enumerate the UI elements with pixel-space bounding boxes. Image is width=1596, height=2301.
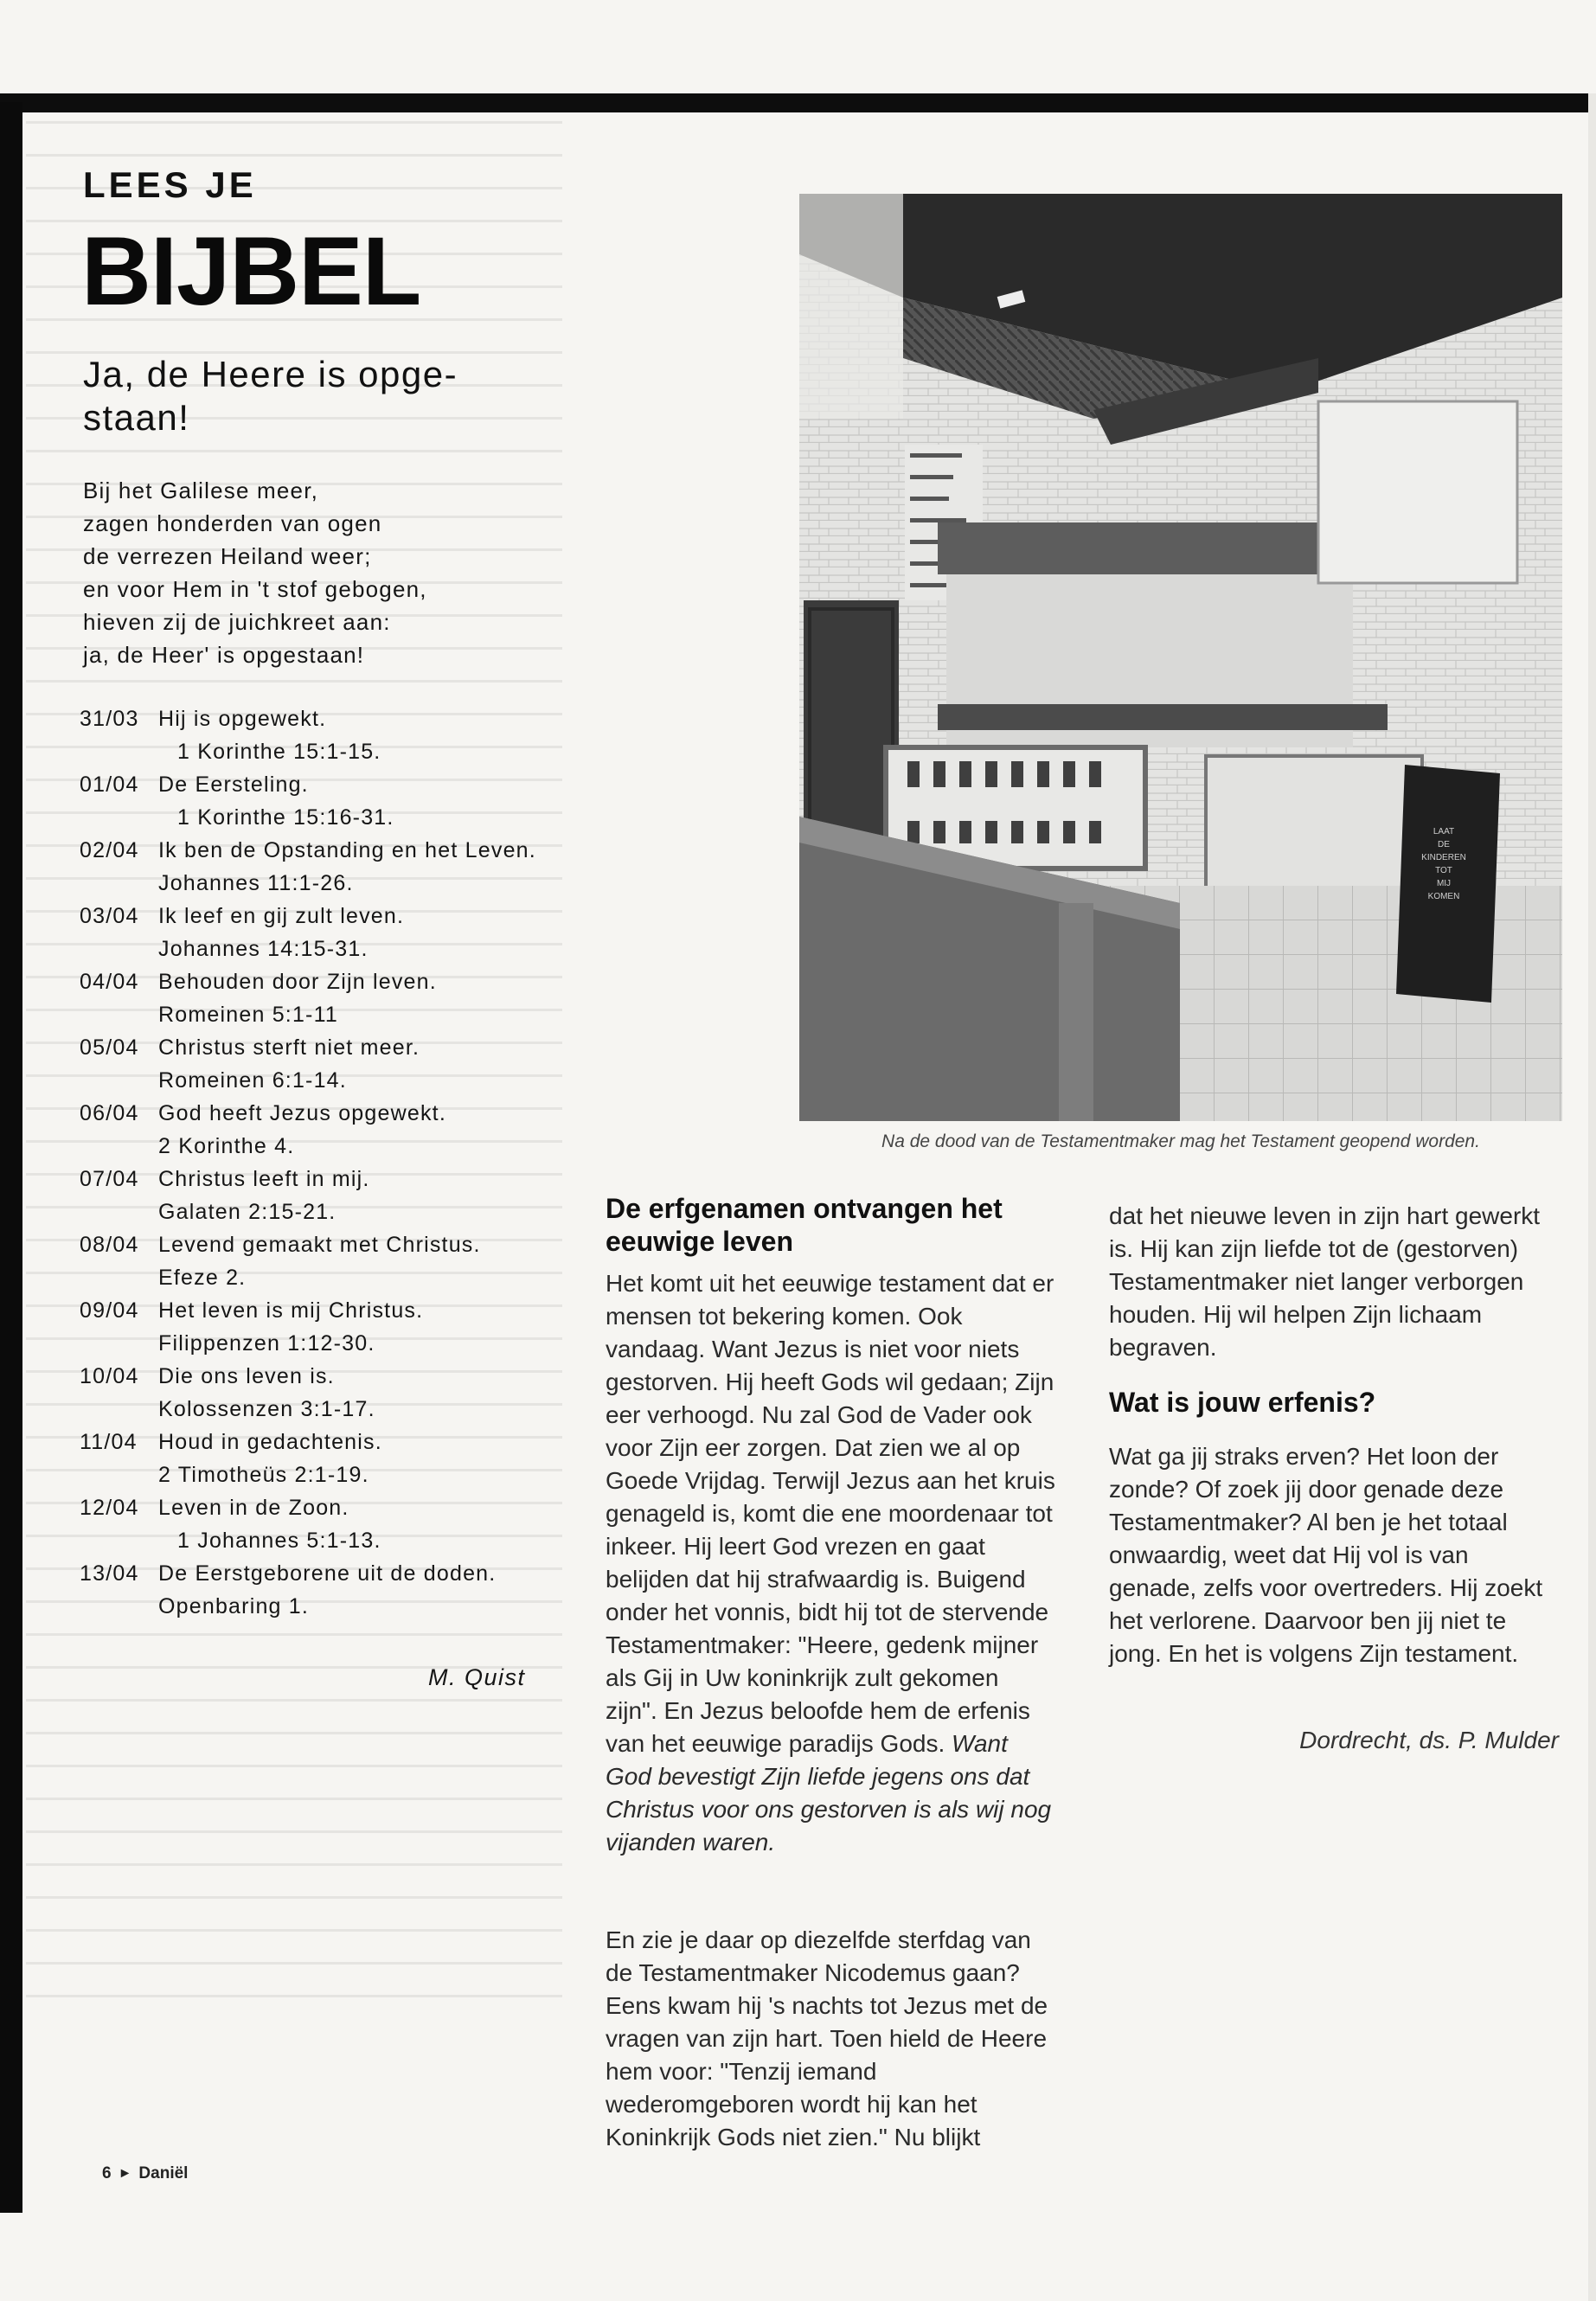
sign-line: KOMEN [1427,892,1460,901]
reading-entry [80,1294,564,1360]
reading-schedule [80,702,564,1623]
reading-title: Hij is opgewekt. [158,707,327,731]
article-column-1 [606,1267,1055,1859]
kicker-heading: LEES JE [83,164,257,205]
reading-date: 04/04 [80,970,139,994]
reading-entry [80,1097,564,1163]
reading-title: Levend gemaakt met Christus. [158,1233,481,1257]
reading-reference: Galaten 2:15-21. [158,1200,337,1224]
reading-title: Christus leeft in mij. [158,1167,370,1191]
reading-entry [80,900,564,965]
reading-entry [80,702,564,768]
scan-right-border [1588,93,1596,2301]
reading-reference: 1 Korinthe 15:16-31. [177,805,394,830]
scan-top-border [0,93,1596,112]
poem [83,474,427,671]
poem-author: M. Quist [428,1664,526,1690]
article-subheading: Wat is jouw erfenis? [1109,1387,1376,1418]
article-author: Dordrecht, ds. P. Mulder [1299,1727,1559,1753]
reading-title: Ik leef en gij zult leven. [158,904,405,928]
article-heading: De erfgenamen ontvangen het eeuwige leven [606,1193,1003,1257]
reading-reference: Kolossenzen 3:1-17. [158,1397,375,1421]
baptismal-font-sign [1396,765,1500,1003]
reading-entry [80,768,564,834]
paragraph: Wat ga jij straks erven? Het loon der zonde? Of zoek jij door genade deze Testamentmaker? Al ben je het totaal onwaardig, weet dat Hij vol is van genade, zelfs voor overtreders. Hij zoekt het verlorene. Daarvoor ben jij niet te jong. En het is volgens Zijn testament. [1109,1443,1543,1667]
reading-entry [80,1163,564,1228]
section-subtitle: Ja, de Heere is opge-staan! [83,354,458,438]
reading-reference: Johannes 11:1-26. [158,871,354,895]
arrow-icon: ► [118,2166,132,2181]
reading-date: 08/04 [80,1233,139,1257]
page-number: 6 [102,2164,112,2182]
reading-entry [80,1426,564,1491]
poem-line: hieven zij de juichkreet aan: [83,609,391,635]
poem-line: ja, de Heer' is opgestaan! [83,642,365,668]
reading-date: 03/04 [80,904,139,928]
reading-title: Het leven is mij Christus. [158,1298,424,1323]
reading-reference: Openbaring 1. [158,1594,310,1618]
sign-line: TOT [1435,866,1452,875]
reading-reference: Filippenzen 1:12-30. [158,1331,375,1356]
magazine-name: Daniël [138,2164,189,2182]
sign-line: KINDEREN [1421,853,1466,862]
reading-date: 10/04 [80,1364,139,1388]
sign-line: DE [1438,840,1450,849]
reading-title: Ik ben de Opstanding en het Leven. [158,838,536,862]
reading-entry [80,965,564,1031]
church-interior-photo [799,194,1562,1121]
reading-entry [80,834,564,900]
sign-line: LAAT [1433,827,1455,836]
reading-reference: Efeze 2. [158,1266,247,1290]
reading-date: 31/03 [80,707,139,731]
poem-line: en voor Hem in 't stof gebogen, [83,576,427,602]
page-title: BIJBEL [81,217,421,325]
reading-reference: Johannes 14:15-31. [158,937,369,961]
reading-date: 06/04 [80,1101,139,1125]
reading-date: 02/04 [80,838,139,862]
paragraph: Het komt uit het eeuwige testament dat er mensen tot bekering komen. Ook vandaag. Want Jezus is niet voor niets gestorven. Hij heeft Gods wil gedaan; Zijn eer verhoogd. Nu zal God de Vader ook voor Zijn eer zorgen. Dat zien we al op Goede Vrijdag. Terwijl Jezus aan het kruis genageld is, komt die ene moordenaar tot inkeer. Hij leert God vrezen en gaat belijden dat hij strafwaardig is. Buigend onder het vonnis, bidt hij tot de stervende Testamentmaker: "Heere, gedenk mijner als Gij in Uw koninkrijk zult gekomen zijn". En Jezus beloofde hem de erfenis van het eeuwige paradijs Gods. [606,1270,1055,1757]
reading-date: 09/04 [80,1298,139,1323]
reading-date: 07/04 [80,1167,139,1191]
article-column-2 [1109,1200,1559,1364]
paragraph: dat het nieuwe leven in zijn hart gewerkt is. Hij kan zijn liefde tot de (gestorven) Testamentmaker niet langer verborgen houden. Hij wil helpen Zijn lichaam begraven. [1109,1202,1541,1361]
reading-entry [80,1491,564,1557]
reading-reference: 1 Korinthe 15:1-15. [177,740,381,764]
reading-reference: Romeinen 5:1-11 [158,1003,338,1027]
reading-reference: 2 Timotheüs 2:1-19. [158,1463,369,1487]
article-column-2-continued [1109,1440,1559,1670]
reading-title: God heeft Jezus opgewekt. [158,1101,446,1125]
reading-entry [80,1360,564,1426]
scan-left-border [0,102,22,2213]
reading-reference: 1 Johannes 5:1-13. [177,1529,381,1553]
reading-date: 11/04 [80,1430,138,1454]
reading-date: 05/04 [80,1035,139,1060]
paragraph: En zie je daar op diezelfde sterfdag van de Testamentmaker Nicodemus gaan? Eens kwam hij 's nachts tot Jezus met de vragen van zijn hart. Toen hield de Heere hem voor: "Tenzij iemand wederomgeboren wordt hij kan het Koninkrijk Gods niet zien." Nu blijkt [606,1926,1048,2150]
reading-entry [80,1228,564,1294]
reading-title: Leven in de Zoon. [158,1496,349,1520]
reading-date: 01/04 [80,772,139,797]
reading-title: De Eerstgeborene uit de doden. [158,1561,497,1586]
reading-date: 13/04 [80,1561,139,1586]
reading-reference: Romeinen 6:1-14. [158,1068,347,1093]
reading-date: 12/04 [80,1496,139,1520]
italic-quote: Want God bevestigt Zijn liefde jegens ons dat Christus voor ons gestorven is als wij nog vijanden waren. [606,1730,1052,1856]
reading-entry [80,1557,564,1623]
photo-caption: Na de dood van de Testamentmaker mag het Testament geopend worden. [881,1131,1480,1151]
page-footer [102,2164,188,2183]
reading-reference: 2 Korinthe 4. [158,1134,295,1158]
reading-entry [80,1031,564,1097]
article-column-1-continued [606,1924,1055,2154]
reading-title: Behouden door Zijn leven. [158,970,437,994]
sign-line: MIJ [1436,879,1452,888]
reading-title: De Eersteling. [158,772,309,797]
poem-line: de verrezen Heiland weer; [83,543,372,569]
reading-title: Die ons leven is. [158,1364,335,1388]
poem-line: zagen honderden van ogen [83,510,382,536]
poem-line: Bij het Galilese meer, [83,478,319,503]
reading-title: Houd in gedachtenis. [158,1430,382,1454]
reading-title: Christus sterft niet meer. [158,1035,420,1060]
